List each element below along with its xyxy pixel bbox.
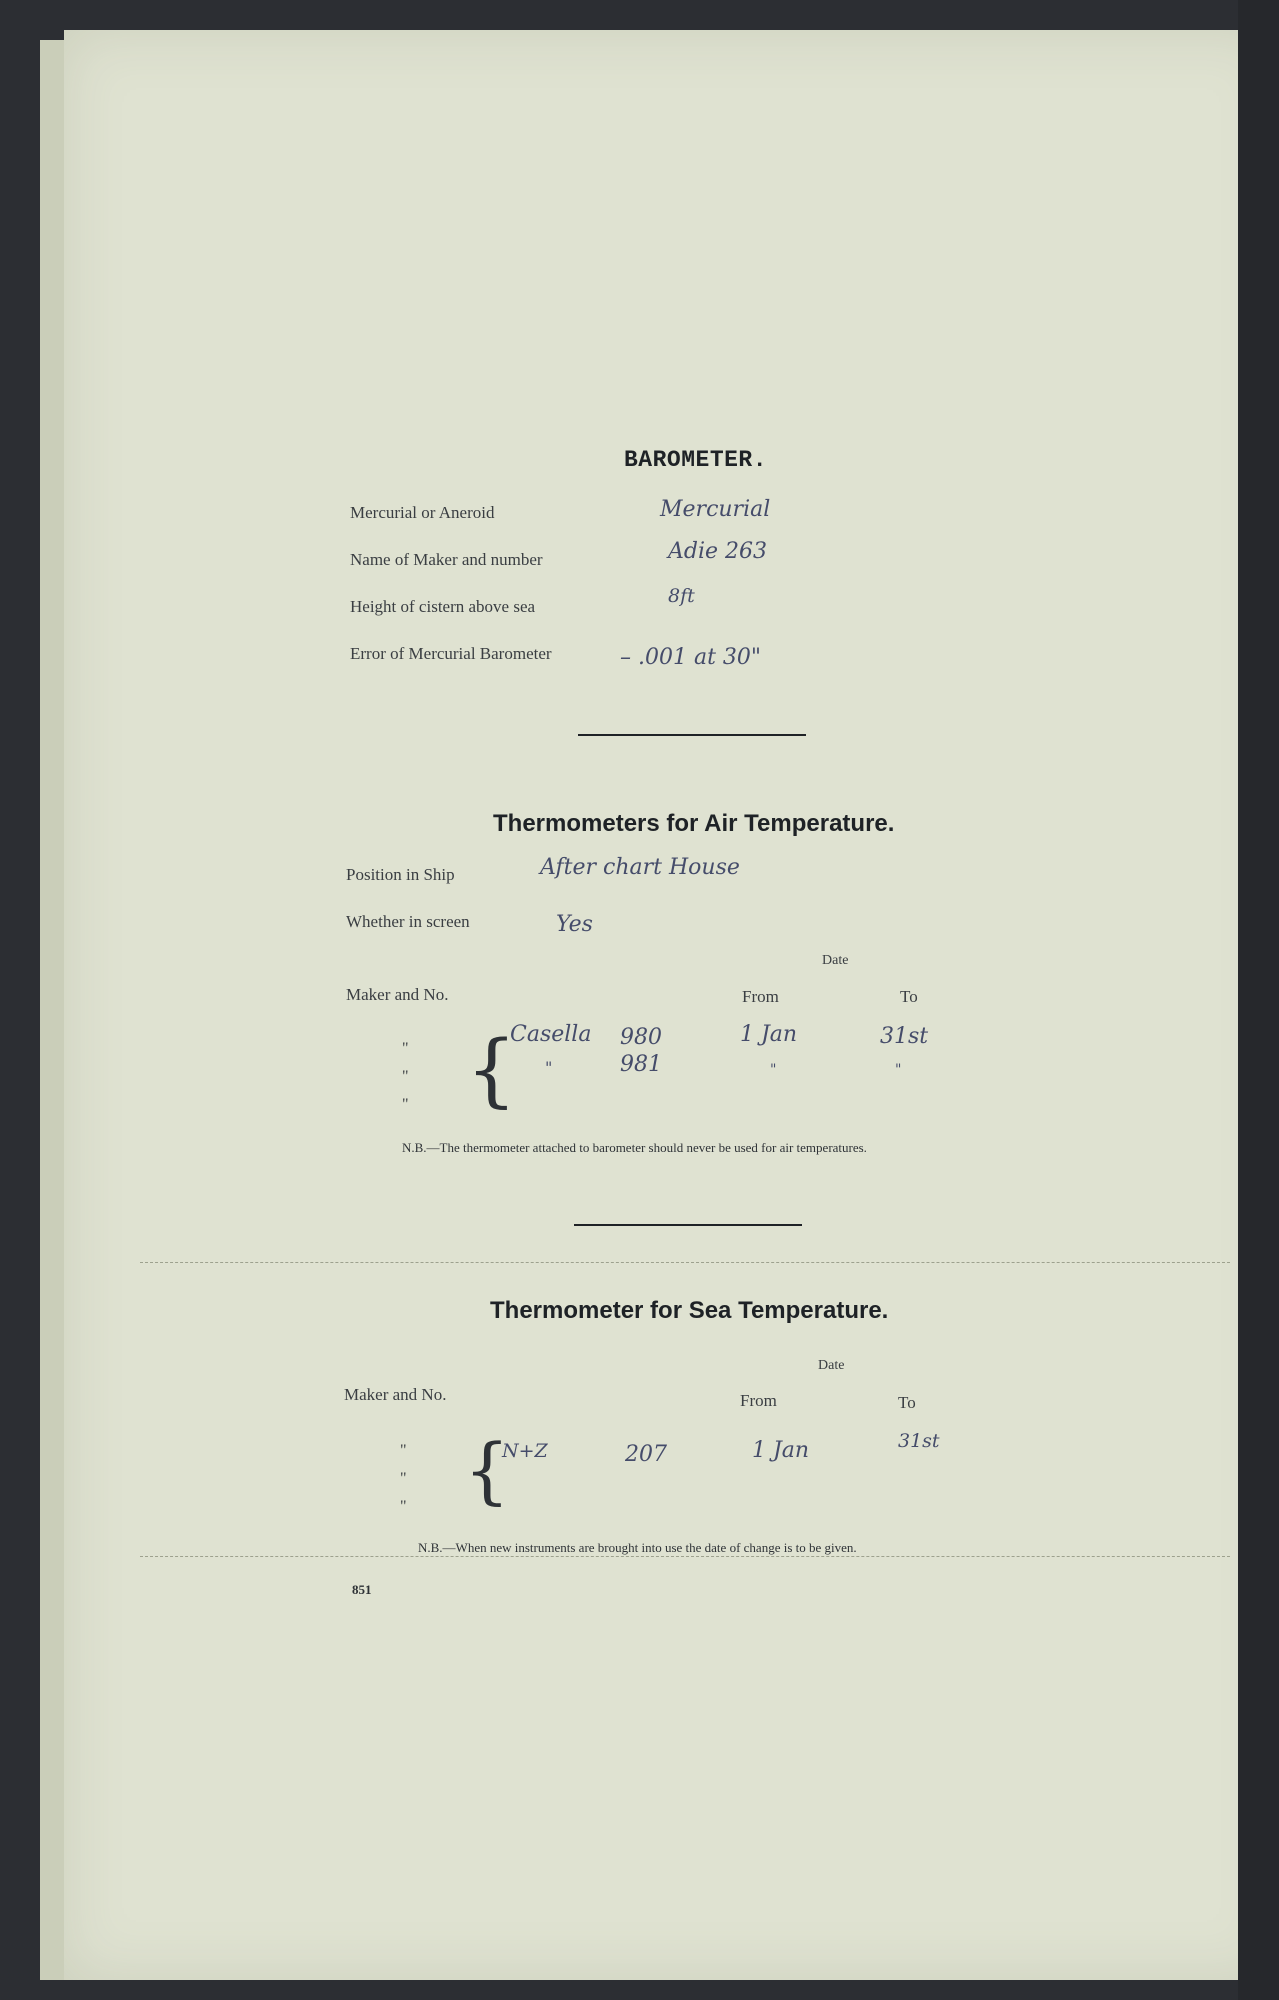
binding-edge [1238, 0, 1279, 2000]
sea-brace: { [464, 1428, 510, 1512]
air-row2-to: " [895, 1062, 902, 1078]
air-screen-label: Whether in screen [346, 912, 470, 931]
air-from-label: From [742, 987, 779, 1006]
section-divider-2 [574, 1224, 802, 1226]
barometer-label-error: Error of Mercurial Barometer [350, 644, 552, 663]
page-number: 851 [352, 1582, 372, 1597]
sea-ditto-3: " [400, 1498, 407, 1515]
air-row2-from: " [770, 1062, 777, 1078]
air-row1-from: 1 Jan [740, 1022, 798, 1047]
section-divider [578, 734, 806, 736]
barometer-value-type: Mercurial [660, 497, 771, 522]
sea-ditto-1: " [400, 1442, 407, 1459]
air-ditto-2: " [402, 1068, 409, 1085]
sea-note: N.B.—When new instruments are brought into use the date of change is to be given. [418, 1540, 857, 1555]
air-date-header: Date [822, 953, 849, 968]
fold-line [140, 1262, 1230, 1263]
air-brace: { [466, 1023, 517, 1116]
sea-maker-label: Maker and No. [344, 1385, 447, 1404]
air-row1-maker: Casella [510, 1022, 592, 1047]
air-ditto-3: " [402, 1096, 409, 1113]
air-row1-number: 980 [620, 1025, 662, 1050]
sea-row1-to: 31st [898, 1430, 940, 1452]
fold-line-2 [140, 1556, 1230, 1557]
page-left-edge [40, 40, 64, 1980]
air-position-label: Position in Ship [346, 865, 455, 884]
air-ditto-1: " [402, 1040, 409, 1057]
barometer-value-error: – .001 at 30" [620, 645, 762, 670]
sea-row1-maker: N+Z [502, 1440, 548, 1462]
barometer-value-maker: Adie 263 [668, 539, 768, 564]
air-screen-value: Yes [556, 912, 593, 937]
air-to-label: To [900, 987, 918, 1006]
sea-to-label: To [898, 1393, 916, 1412]
sea-row1-number: 207 [625, 1442, 667, 1467]
air-maker-label: Maker and No. [346, 985, 449, 1004]
air-title: Thermometers for Air Temperature. [493, 810, 895, 837]
air-row1-to: 31st [880, 1024, 929, 1049]
sea-date-header: Date [818, 1358, 845, 1373]
sea-ditto-2: " [400, 1470, 407, 1487]
sea-title: Thermometer for Sea Temperature. [490, 1297, 889, 1324]
barometer-label-height: Height of cistern above sea [350, 597, 536, 616]
air-note: N.B.—The thermometer attached to barometer should never be used for air temperatures. [402, 1140, 867, 1155]
document-page [64, 30, 1279, 1980]
air-position-value: After chart House [540, 855, 740, 880]
sea-row1-from: 1 Jan [752, 1438, 810, 1463]
barometer-title: BAROMETER. [624, 447, 768, 473]
barometer-label-maker: Name of Maker and number [350, 550, 543, 569]
air-row2-maker: " [545, 1058, 553, 1077]
air-row2-number: 981 [620, 1052, 662, 1077]
sea-from-label: From [740, 1391, 777, 1410]
barometer-value-height: 8ft [668, 585, 695, 607]
barometer-label-type: Mercurial or Aneroid [350, 503, 495, 522]
